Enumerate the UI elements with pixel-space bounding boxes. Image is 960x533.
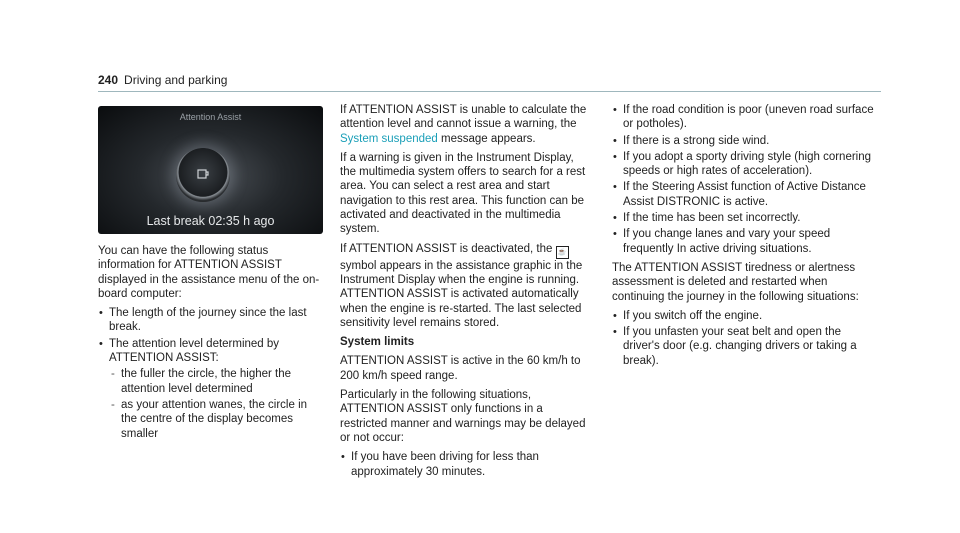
list-item: • If you unfasten your seat belt and open the driver's door (e.g. changing drivers or taking a break). — [612, 325, 880, 368]
column-3 — [612, 103, 880, 373]
reset-list — [612, 309, 880, 368]
paragraph — [340, 103, 588, 146]
list-item: • If you adopt a sporty driving style (high cornering speeds or high rates of acceleration). — [612, 150, 880, 179]
list-item: • If you have been driving for less than approximately 30 minutes. — [340, 450, 588, 479]
sub-list-item: - the fuller the circle, the higher the attention level determined — [109, 367, 326, 396]
paragraph: The ATTENTION ASSIST tiredness or alertness assessment is deleted and restarted when continuing the journey in the following situations: — [612, 261, 859, 303]
paragraph-text: message appears. — [437, 132, 536, 145]
paragraph: Particularly in the following situations, ATTENTION ASSIST only functions in a restricted manner and warnings may be delayed or not occur: — [340, 389, 586, 444]
page-header — [98, 73, 227, 87]
last-break-text: Last break 02:35 h ago — [146, 214, 275, 228]
intro-text: You can have the following status information for ATTENTION ASSIST displayed in the assistance menu of the on-board computer: — [98, 245, 320, 300]
list-item: • If you change lanes and vary your speed frequently In active driving situations. — [612, 227, 880, 256]
limits-list — [340, 450, 588, 479]
system-suspended-message: System suspended — [340, 132, 438, 145]
paragraph: If a warning is given in the Instrument Display, the multimedia system offers to search for a rest area. You can select a rest area and start navigation to this rest area. This function can be activated and deactivated in the multimedia system. — [340, 151, 586, 236]
section-heading: System limits — [340, 336, 415, 349]
display-title: Attention Assist — [179, 112, 242, 122]
column-2 — [340, 103, 588, 484]
coffee-cup-icon — [196, 167, 210, 181]
header-divider — [98, 91, 881, 92]
list-item: • If the road condition is poor (uneven road surface or potholes). — [612, 103, 880, 132]
list-item: • If the time has been set incorrectly. — [612, 211, 880, 225]
paragraph-text: If ATTENTION ASSIST is deactivated, the — [340, 242, 553, 255]
paragraph: ATTENTION ASSIST is active in the 60 km/h to 200 km/h speed range. — [340, 355, 581, 382]
attention-assist-off-icon: ☕ — [556, 246, 569, 259]
paragraph — [340, 242, 588, 330]
attention-level-circle — [176, 148, 230, 202]
list-item: • If you switch off the engine. — [612, 309, 880, 323]
attention-assist-display — [98, 106, 323, 234]
section-title: Driving and parking — [124, 73, 228, 87]
paragraph-text: symbol appears in the assistance graphic in the Instrument Display when the engine is running. ATTENTION ASSIST is activated automatically when the engine is re-started. The last selected sensitivity level remains stored. — [340, 259, 583, 329]
page-number: 240 — [98, 73, 119, 87]
list-item: • The length of the journey since the last break. — [98, 306, 326, 335]
sub-list — [109, 367, 326, 440]
sub-list-item: - as your attention wanes, the circle in the centre of the display becomes smaller — [109, 398, 326, 441]
column-1 — [98, 244, 326, 446]
list-item-text: The attention level determined by ATTENTION ASSIST: — [109, 337, 280, 365]
limits-list-continued — [612, 103, 880, 256]
list-item: • If there is a strong side wind. — [612, 134, 880, 148]
paragraph-text: If ATTENTION ASSIST is unable to calculate the attention level and cannot issue a warning, the — [340, 104, 587, 131]
list-item — [98, 337, 326, 441]
list-item: • If the Steering Assist function of Active Distance Assist DISTRONIC is active. — [612, 180, 880, 209]
status-list — [98, 306, 326, 441]
